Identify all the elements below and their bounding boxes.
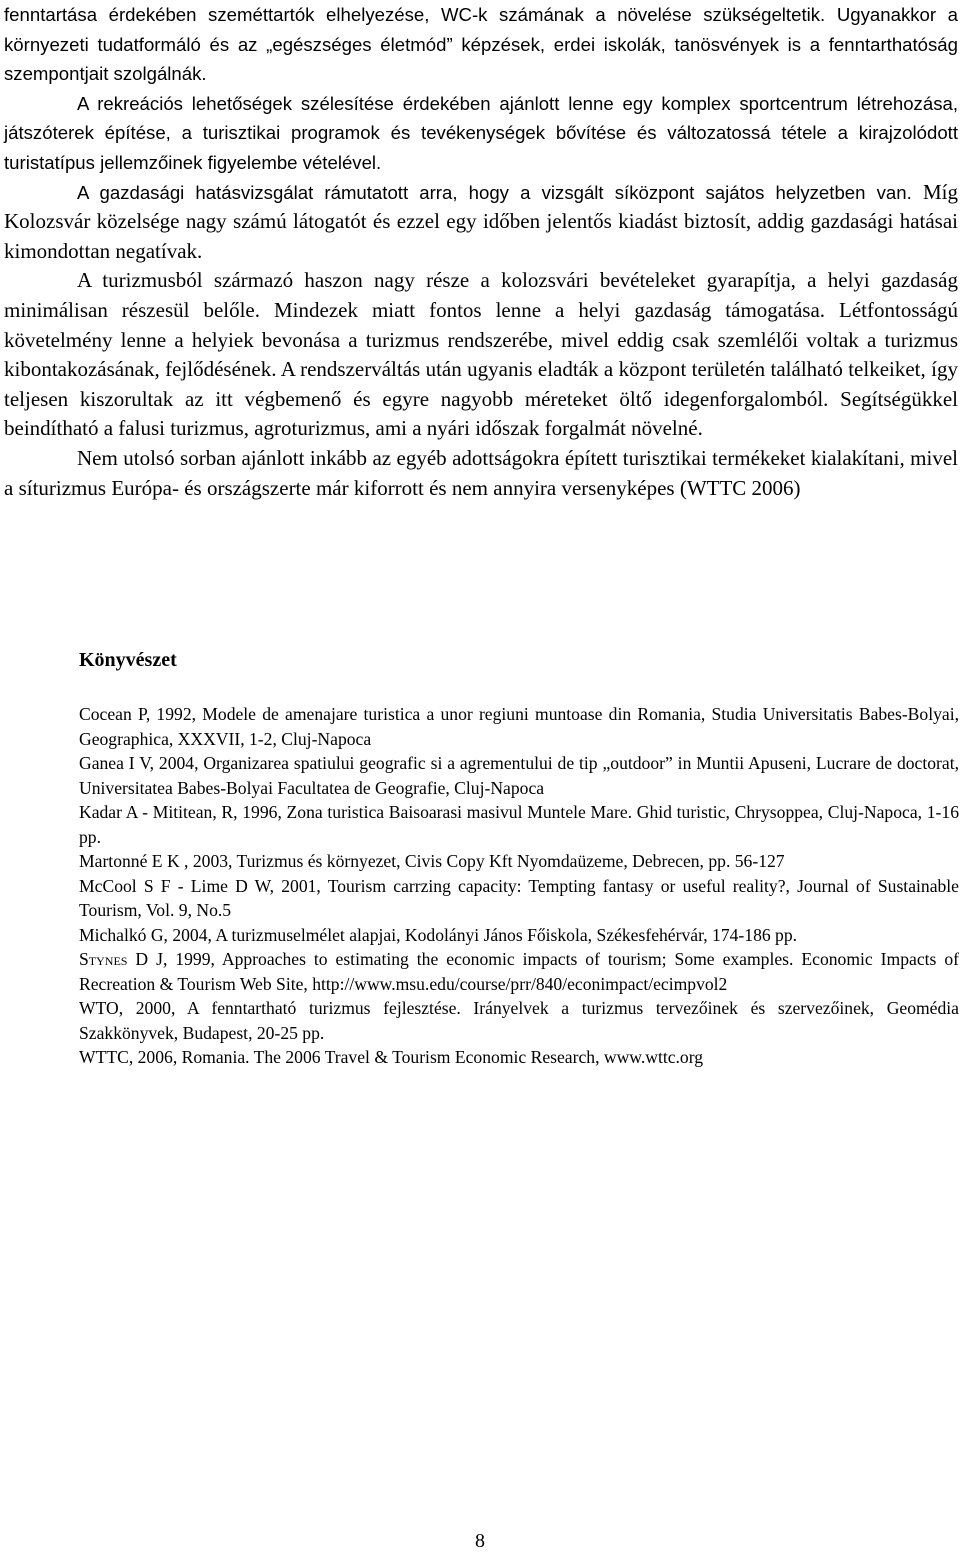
- bibliography-entry: Kadar A - Mititean, R, 1996, Zona turistica Baisoarasi masivul Muntele Mare. Ghid turistic, Chrysoppea, Cluj-Napoca, 1-16 pp.: [79, 802, 959, 847]
- paragraph-products: Nem utolsó sorban ajánlott inkább az egyéb adottságokra épített turisztikai termékeket kialakítani, mivel a síturizmus Európa- és országszerte már kiforrott és nem annyira versenyképes (WTTC 2006): [4, 445, 958, 500]
- bibliography-entry: Cocean P, 1992, Modele de amenajare turistica a unor regiuni muntoase din Romania, Studia Universitatis Babes-Bolyai, Geographica, XXXVII, 1-2, Cluj-Napoca: [79, 704, 959, 749]
- bibliography-entry: Michalkó G, 2004, A turizmuselmélet alapjai, Kodolányi János Főiskola, Székesfehérvár, 174-186 pp.: [79, 924, 798, 945]
- bibliography-entry: [79, 947, 959, 996]
- bibliography-entry: McCool S F - Lime D W, 2001, Tourism carrzing capacity: Tempting fantasy or useful reality?, Journal of Sustainable Tourism, Vol. 9, No.5: [79, 875, 959, 920]
- page-number: 8: [475, 1530, 485, 1552]
- paragraph-line: Ugyanakkor a környezeti tudatformáló és az „egészséges életmód” képzések, erdei iskolák, tanösvények is a fenntarthatóság szempontjait szolgálnák.: [4, 4, 958, 85]
- bibliography-entry: Ganea I V, 2004, Organizarea spatiului geografic si a agrementului de tip „outdoor” in Muntii Apuseni, Lucrare de doctorat, Universitatea Babes-Bolyai Facultatea de Geografie, Cluj-Napoca: [79, 753, 959, 798]
- paragraph-continued: [4, 0, 958, 89]
- paragraph-sentence: A turizmusból származó haszon nagy része a kolozsvári bevételeket gyarapítja, a helyi gazdaság minimálisan részesül belőle.: [4, 268, 958, 322]
- paragraph-economic-impact: [4, 178, 958, 267]
- bibliography-entry: WTTC, 2006, Romania. The 2006 Travel & Tourism Economic Research, www.wttc.org: [79, 1047, 704, 1067]
- bibliography-heading: Könyvészet: [79, 649, 177, 671]
- paragraph-sentence: Míg Kolozsvár közelsége nagy számú látogatót és ezzel egy időben jelentős kiadást biztosít, addig gazdasági hatásai kimondottan negatívak.: [4, 179, 959, 263]
- bibliography-entry: Martonné E K , 2003, Turizmus és környezet, Civis Copy Kft Nyomdaüzeme, Debrecen, pp. 56-127: [79, 851, 785, 871]
- paragraph-local-economy: [4, 266, 958, 444]
- paragraph-sentence: Mindezek miatt fontos lenne a helyi gazdaság támogatása. Létfontosságú követelmény lenne a helyiek bevonása a turizmus rendszerébe, mivel eddig csak szemlélői voltak a turizmus kibontakozásának, fejlődésének. A rendszerváltás után ugyanis eladták a központ területén található telkeiket, így teljesen kiszorultak az itt végbemenő és egyre nagyobb méreteket öltő idegenforgalomból. Segítségükkel beindítható a falusi turizmus, agroturizmus, ami a nyári időszak forgalmát növelné.: [4, 297, 958, 441]
- bibliography-list: [79, 702, 959, 1070]
- paragraph-recreation: A rekreációs lehetőségek szélesítése érdekében ajánlott lenne egy komplex sportcentrum létrehozása, játszóterek építése, a turisztikai programok és tevékenységek bővítése és változatossá tétele a kirajzolódott turistatípus jellemzőinek figyelembe vételével.: [4, 92, 958, 173]
- bibliography-entry: WTO, 2000, A fenntartható turizmus fejlesztése. Irányelvek a turizmus tervezőinek és szervezőinek, Geomédia Szakkönyvek, Budapest, 20-25 pp.: [79, 998, 959, 1043]
- bibliography-author: Stynes: [79, 949, 128, 969]
- paragraph-sentence: A gazdasági hatásvizsgálat rámutatott arra, hogy a vizsgált síközpont sajátos helyzetben van.: [77, 181, 912, 203]
- body-text: [4, 0, 958, 503]
- bibliography-details: D J, 1999, Approaches to estimating the economic impacts of tourism; Some examples. Economic Impacts of Recreation & Tourism Web Site, http://www.msu.edu/course/prr/840/econimpact/ecimpvol2: [79, 949, 959, 994]
- paragraph-line: fenntartása érdekében szeméttartók elhelyezése, WC-k számának a növelése szükségeltetik.: [4, 4, 826, 25]
